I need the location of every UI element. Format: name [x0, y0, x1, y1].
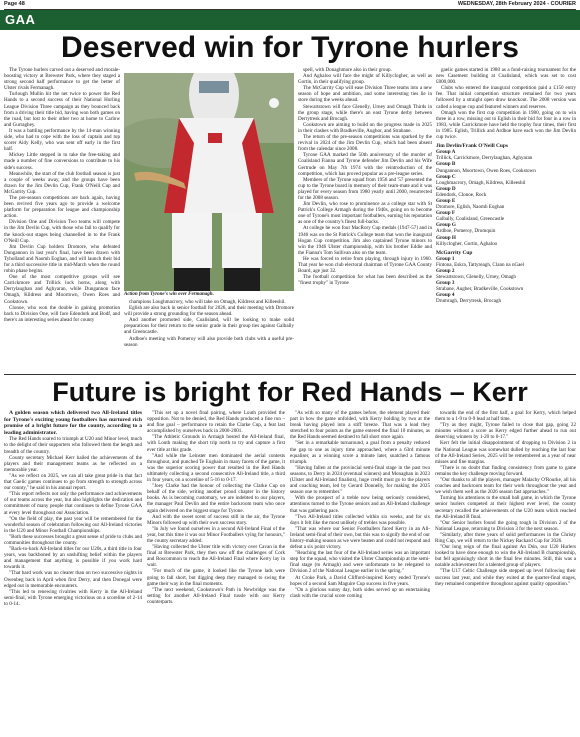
- paragraph: And Aghaloo will face the might of Killyclogher, as well as Gortin, in their qualifying group.: [298, 73, 432, 86]
- story2-column-2: [147, 410, 285, 735]
- paragraph: "That hard work was no clearer than on two successive nights in Owenbeg back in April when first Derry, and then Donegal were edged out in memorable encounters.: [4, 570, 142, 589]
- paragraph: Division One and Division Two teams will compete in the Jim Devlin Cup, with those who fail to qualify for the knock-out stages being channelled in to the Frank O'Neill Cup.: [4, 219, 120, 244]
- paragraph: towards the end of the first half, a goal for Kerry, which helped them to a 1-9 to 0-9 lead at half time.: [435, 410, 576, 423]
- group-name: Group 4: [436, 292, 455, 299]
- group-name: Group E: [436, 197, 456, 204]
- paragraph: "And while the Leinster men dominated the aerial contests throughout, and punched Te Eoghain in many facets of the game, it was the superior scoring power that resulted in the Red Hands ultimately collecting a second consecutive All-Ireland title, a third in four years, on a scoreline of 5-16 to 0-17.: [147, 452, 285, 484]
- paragraph: "The next weekend, Cookstown's Path in Newbridge was the setting for another All-Ireland Final tussle with our Kerry counterparts.: [147, 586, 285, 605]
- group-teams: Edendork, Clonoe, Rock: [436, 191, 487, 198]
- paragraph: "Joey Clarke had the honour of collecting the Clarke Cup on behalf of the side, writing another proud chapter in the history books. As is becoming customary, we are indebted to our players, the manager Paul Devlin and the entire backroom team who once again delivered on the biggest stage for Tyrone.: [147, 483, 285, 514]
- paragraph: "Having collected the Ulster title with victory over Cavan in the final at Brewster Park, they then saw off the challenges of Cork and Roscommon to reach the All-Ireland Final where Kerry lay in wait.: [147, 544, 285, 569]
- group-name: Group C: [436, 173, 456, 180]
- paragraph: "The Athletic Grounds in Armagh hosted the All-Ireland final, with Louth making the short trip north to try and capture a first ever title at this grade.: [147, 434, 285, 453]
- group-entry: [436, 186, 576, 198]
- section-label: GAA: [5, 12, 36, 27]
- mcgarrity-title: McGarrity Cup: [436, 249, 473, 256]
- group-entry: [436, 210, 576, 222]
- paragraph: Members of the Tyrone squad from 1956 and '57 presented the cup to the Tyrone board in memory of their team-mate and it was played for every season from 1980 yearly until 2000, resurrected for the 2008 season.: [298, 176, 432, 201]
- group-name: Group G: [436, 222, 456, 229]
- group-teams: Dungannon, Moortown, Owen Roes, Cookstown: [436, 167, 536, 174]
- paragraph: "Back-to-back All-Ireland titles for our U20s, a third title in four years, was backboned by an unshifting belief within the players and management that anything is possible if you work hard towards it.: [4, 546, 142, 571]
- group-teams: Loughmacrory, Omagh, Kildress, Killeeshil: [436, 179, 526, 186]
- group-entry: [436, 280, 576, 292]
- paragraph: "That was where our Senior Footballers faced Kerry in an All-Ireland semi-final of their own, but this was to signify the end of our history-making season as we were beaten and could not respond and defeat a six point victory.: [290, 525, 430, 551]
- group-name: Group F: [436, 210, 456, 217]
- group-teams: Killyclogher, Gortin, Aghaloo: [436, 240, 498, 247]
- group-teams: Trillick, Carrickmore, Derrylaughan, Aghyaran: [436, 155, 533, 162]
- group-entry: [436, 161, 576, 173]
- paragraph: Stewartstown will face Glenelly, Urney and Omagh Thirds in the group stage, while there's an east Tyrone derby between Derrytresk and Brocagh.: [298, 103, 432, 122]
- paragraph: The Tyrone hurlers carved out a deserved and morale-boosting victory at Brewster Park, where they staged a strong second half performance to get the better of Ulster rivals Fermanagh.: [4, 67, 120, 92]
- paragraph: One of the most competitive groups will see Carrickmore and Trillick lock horns, along with Derrylaughan and Aghyaran, while Dungannon face Omagh, Kildress and Moortown, Owen Roes and Cookstown.: [4, 274, 120, 305]
- paragraph: "Similarly, after three years of solid performances in the Christy Ring Cup, we will return to the Nickey Rackard Cup for 2026.: [435, 531, 576, 544]
- paragraph: "This report reflects not only the performance and achievements of our teams across the year, but also highlights the dedication and commitment of many people that continues to define Tyrone GAA at every level throughout our Association.: [4, 491, 142, 516]
- group-teams: Dromore, Eglish, Naomh Eoghan: [436, 204, 505, 211]
- hurling-photo: [124, 73, 294, 291]
- paragraph: The McGarrity Cup will ease Division Three teams into a new season of hope and ambition, and some interesting ties lie in store during the weeks ahead.: [298, 85, 432, 104]
- paragraph: He was forced to retire from playing, through injury in 1960. That year he won club electoral chairman of Tyrone GAA County Board, age just 32.: [298, 255, 432, 275]
- paragraph: The return of the pre-season competitions was sparked by the revival in 2024 of the Jim Devlin Cup, which had been absent from the calendar since 2008.: [298, 134, 432, 153]
- paragraph: "This set up a novel final pairing, where Louth provided the opposition. Not to be denied, the Red Hands produced a fine run – and fine goal – performance to retain the Clarke Cup, a feat last accomplished by ourselves back in 2000-2001.: [147, 410, 285, 435]
- group-teams: Stewartstown, Glenelly, Urney, Omagh: [436, 274, 516, 281]
- paragraph: "Our Senior hurlers found the going tough in Division 2 of the National League, returning to Division 3 for the next season.: [435, 519, 576, 532]
- group-entry: [436, 222, 576, 234]
- paragraph: "Our thanks to all the players, manager Malachy O'Rourke, all his coaches and backroom team for their work throughout the year and we wish them well as the 2026 season fast approaches.": [435, 477, 576, 496]
- story1-column-3: [298, 67, 432, 372]
- paragraph: "As we reflect on 2025, we can all take great pride in that fact that Gaelic games continues to go from strength to strength across our county," he said in his annual report.: [4, 472, 142, 492]
- group-teams: Galbally, Coalisland, Greencastle: [436, 216, 505, 223]
- paragraph: gaelic games started in 1980 as a fund-raising tournament for the new Casement building at Coalisland, which was set to cost £800,000.: [436, 67, 576, 86]
- photo-caption: Action from Tyrone's win over Fermanagh.: [124, 292, 214, 297]
- paragraph: "Set in a remarkable turnaround, a goal from a penalty reduced the gap to one as injury time approached, where a 63rd minute equaliser, as a winning score a minute later, snatched a famous triumph.: [290, 440, 430, 465]
- dateline: WEDNESDAY, 28th February 2024 - COURIER: [457, 1, 576, 7]
- paragraph: champions Loughmacrory, who will take on Omagh, Kildress and Killeeshil.: [129, 299, 286, 305]
- group-teams: Fintona, Eskra, Tattyreagh, Clann na nGael: [436, 261, 525, 268]
- group-entry: [436, 235, 576, 247]
- group-teams: Drumragh, Derrytresk, Brocagh: [436, 298, 502, 305]
- hurling-player-image: [124, 73, 294, 291]
- paragraph: "The U17 Celtic Challenge side stepped up level following their success last year, and while they exited at the quarter-final stages, they remained competitive throughout against quality opposition.": [435, 568, 576, 587]
- paragraph: Clonoe, who won the double in gaining promotion back to Division One, will face Edendork and Bodf, and there's an interesting series ahead for county: [4, 304, 120, 323]
- paragraph: And with the sweet scent of success still in the air, the Tyrone Minors followed up with their own success story.: [147, 513, 285, 526]
- paragraph: Kerr felt the initial disappointment of dropping to Division 2 in the National League was somewhat dulled by reaching the last four of the All-Ireland Series, 2025 will be remembered as a year of near misses and fine margins.: [435, 440, 576, 465]
- paragraph: Turning his attentions to the small ball game, in which the Tyrone senior hurlers competed at their highest ever level, the county secretary recalled the achievements of the U20 team which reached the All-Ireland B final.: [435, 495, 576, 520]
- group-teams: Ardboe, Pomeroy, Dromquin: [436, 228, 496, 235]
- paragraph: "On a glorious sunny day, both sides served up an entertaining clash with the crucial score coming: [290, 586, 430, 599]
- story2-lead: A golden season which delivered two All-Ireland titles for Tyrone's exciting young footballers has nurtured rich promise of a bright future for the county, according to a leading administrator.: [4, 410, 142, 436]
- paragraph: "Try as they might, Tyrone failed to close that gap, going 22 minutes without a score as Kerry edged further ahead to run out deserving winners by 1-20 to 0-17.": [435, 422, 576, 441]
- paragraph: Ardboe's meeting with Pomeroy will also provide both clubs with a useful pre-season: [124, 335, 294, 348]
- story1-column-1: [4, 67, 120, 372]
- paragraph: Eglish are also back in senior football for 2026, and their meeting with Dromore will provide a strong grounding for the season ahead.: [124, 305, 294, 318]
- story2-column-1-text: [4, 436, 142, 607]
- story2-column-4: [435, 410, 576, 735]
- story-divider: [4, 374, 576, 375]
- group-name: Group 1: [436, 255, 455, 262]
- mcgarrity-groups: [436, 256, 576, 305]
- group-name: Group 3: [436, 280, 455, 287]
- paragraph: "This led to renewing rivalries with Kerry in the All-Ireland semi-final, with Tyrone emerging victorious on a scoreline of 2-14 to 0-14.: [4, 588, 142, 607]
- paragraph: Jim Devlin, who rose to prominence as a college star with St Patrick's College Armagh during the 1940s, going on to become one of Tyrone's most important footballers, earning his reputation as one of the country's finest full-backs.: [298, 201, 432, 226]
- group-entry: [436, 256, 576, 268]
- paragraph: "In July we found ourselves in a second All-Ireland Final of the year, but this time it was our Minor Footballers vying for honours," the county secretary added.: [147, 525, 285, 544]
- paragraph: "On the field of play, the past year will be remembered for the wonderful season of celebration following our All-Ireland victories in the U20 and Minor Football Championships.: [4, 515, 142, 534]
- paragraph: And another promoted side, Coalisland, will be looking to make solid preparations for their return to the senior grade in their group ties against Galbally and Greencastle.: [124, 317, 294, 336]
- paragraph: Tyrone GAA marked the 50th anniversary of the murder of Coalisland Fianna and Tyrone defender Jim Devlin and his Wife Gertrude on May 7th 1974 with the reintroduction of the competition, which has proved popular as a pre-league series.: [298, 152, 432, 177]
- group-entry: [436, 292, 576, 304]
- group-entry: [436, 149, 576, 161]
- page-header: [0, 0, 580, 9]
- paragraph: Cookstown are aiming to build on the progress made in 2025 in their clashes with Bradkeville, Aughor, and Strabane.: [298, 121, 432, 134]
- story2-column-1: [4, 410, 142, 735]
- draw-title: Jim Devlin/Frank O'Neill Cups: [436, 143, 509, 150]
- paragraph: The pre-season competitions are back again, having been revived five years ago to provide a welcome platform for preparation for league and championship action.: [4, 194, 120, 220]
- story2-column-3: [290, 410, 430, 735]
- headline-red-hands: Future is bright for Red Hands – Kerr: [52, 377, 528, 407]
- paragraph: With the prospect of a treble now being seriously considered, attentions turned to the Tyrone seniors and an All-Ireland challenge that was gathering pace.: [290, 495, 430, 514]
- headline-hurlers: Deserved win for Tyrone hurlers: [61, 31, 519, 64]
- group-teams: Strabane, Augher, Bradkeville, Cookstown: [436, 286, 524, 293]
- section-banner: [0, 10, 580, 30]
- story1-column-4-text: [436, 67, 576, 140]
- group-name: Group H: [436, 234, 456, 241]
- paragraph: spell, with Donaghmore also in their group.: [303, 67, 392, 73]
- group-entry: [436, 268, 576, 280]
- page-number: Page 48: [4, 1, 25, 7]
- group-name: Group D: [436, 185, 456, 192]
- paragraph: "As with so many of the games before, the element played their part in how the game unfolded, with Kerry holding by two at the break having played into a stiff breeze. That was a lead they stretched to four points as the game entered the final 10 minutes, as the Red Hands seemed destined to fall short once again.: [290, 410, 430, 441]
- paragraph: "Two All-Ireland titles collected within six weeks, and for six days it felt like the most unlikely of trebles was possible.: [290, 513, 430, 526]
- paragraph: "Having fallen at the provincial semi-final stage in the past two seasons, to Derry in 2024 (eventual winners) and Monaghan in 2023 (Ulster and All-Ireland finalists), huge credit must go to the players and coaching team, led by Gerard Donnelly, for making the 2025 season one to remember.": [290, 464, 430, 496]
- paragraph: "There is no doubt that finding consistency from game to game remains the key challenge moving forward.: [435, 464, 576, 477]
- paragraph: At college he won four MacRory Cup medals (1947-57) and in 1946 was on the St Patrick's College team that won the inaugural Hogan Cup competition. Jim also captained Tyrone minors to win the 1946 Ulster championship, with his brother Eddie and the Fianna's Tom Sullivan also on the team.: [298, 225, 432, 256]
- paragraph: Turlough Mullin hit the net twice to power the Red Hands to a second success of their National Hurling League Division Three campaign as they bounced back from a driving their title bid, having won both games on the road, but lost to their other two at home to Carlow and Gurraghey.: [4, 91, 120, 128]
- cup-groups: [436, 149, 576, 247]
- paragraph: It was a battling performance by the 14-man winning side, who had to cope with the loss of captain and top scorer Aidy Kelly, who was sent off early in the first half.: [4, 127, 120, 153]
- paragraph: County secretary Michael Kerr hailed the achievements of the players and their management teams as he reflected on a memorable year.: [4, 454, 142, 473]
- paragraph: "For much of the game, it looked like the Tyrone lads were going to fall short, but digging deep they managed to swing the game their way in the final moments.: [147, 568, 285, 587]
- group-entry: [436, 174, 576, 186]
- story1-column-4: [436, 67, 576, 372]
- paragraph: "Reaching the last four of the All-Ireland series was an important step for the squad, who visited the Ulster Championship at the semi-final stage (to Armagh) and were unfortunate to be relegated to Division 2 of the National League earlier in the spring.": [290, 550, 430, 575]
- paragraph: Omagh won the first cup competition in 1980, going on to win three in a row, missing out to Eglish in their bid for four in a row in 1983, while Carrickmore have held the trophy four times, their first in 1985. Eglish, Trillick and Ardboe have each won the Jim Devlin cup twice.: [436, 109, 576, 141]
- paragraph: Meanwhile, the start of the club football season is just a couple of weeks away, and the groups have been drawn for the Jim Devlin Cup, Frank O'Neill Cup and McGarrity Cup.: [4, 170, 120, 195]
- paragraph: Mickey Little stepped in to take the free-taking and made a number of fine conversions to contribute to his side's success.: [4, 152, 120, 171]
- group-name: Group 2: [436, 268, 455, 274]
- group-entry: [436, 198, 576, 210]
- group-name: Group B: [436, 161, 456, 168]
- paragraph: "Both these successes brought a great sense of pride to clubs and communities throughout the county.: [4, 533, 142, 546]
- story1-column-2: [124, 299, 294, 372]
- paragraph: The football competition for what has been described as the "finest trophy" in Tyrone: [298, 274, 432, 287]
- paragraph: "Our long reign of the final against An Dún, our U20 Hurlers looked to have done enough to win the All-Ireland B championship, but fell agonisingly short in the final few minutes. Still, this was a notable achievement for a talented group of players.: [435, 544, 576, 569]
- paragraph: Clubs who entered the inaugural competition paid a £150 entry fee. That initial competition structure remained for two years followed by a straight open draw knockout. The 2008 version was called a league cup and featured winners and reserves.: [436, 85, 576, 110]
- paragraph: At Croke Park, a David Clifford-inspired Kerry ended Tyrone's hopes of a second Sam Maguire Cup success in five years.: [290, 574, 430, 587]
- paragraph: Jim Devlin Cup holders Dromore, who defeated Dungannon in last year's final, have been drawn with Tyholland and Naomh Eoghan, and will launch their bid for a third successive title in mid-March when the round robin phase begins.: [4, 243, 120, 275]
- group-name: Group A: [436, 149, 456, 156]
- paragraph: The Red Hands soared to triumph at U20 and Minor level, much to the delight of their supporters who followed them the length and breadth of the country.: [4, 436, 142, 455]
